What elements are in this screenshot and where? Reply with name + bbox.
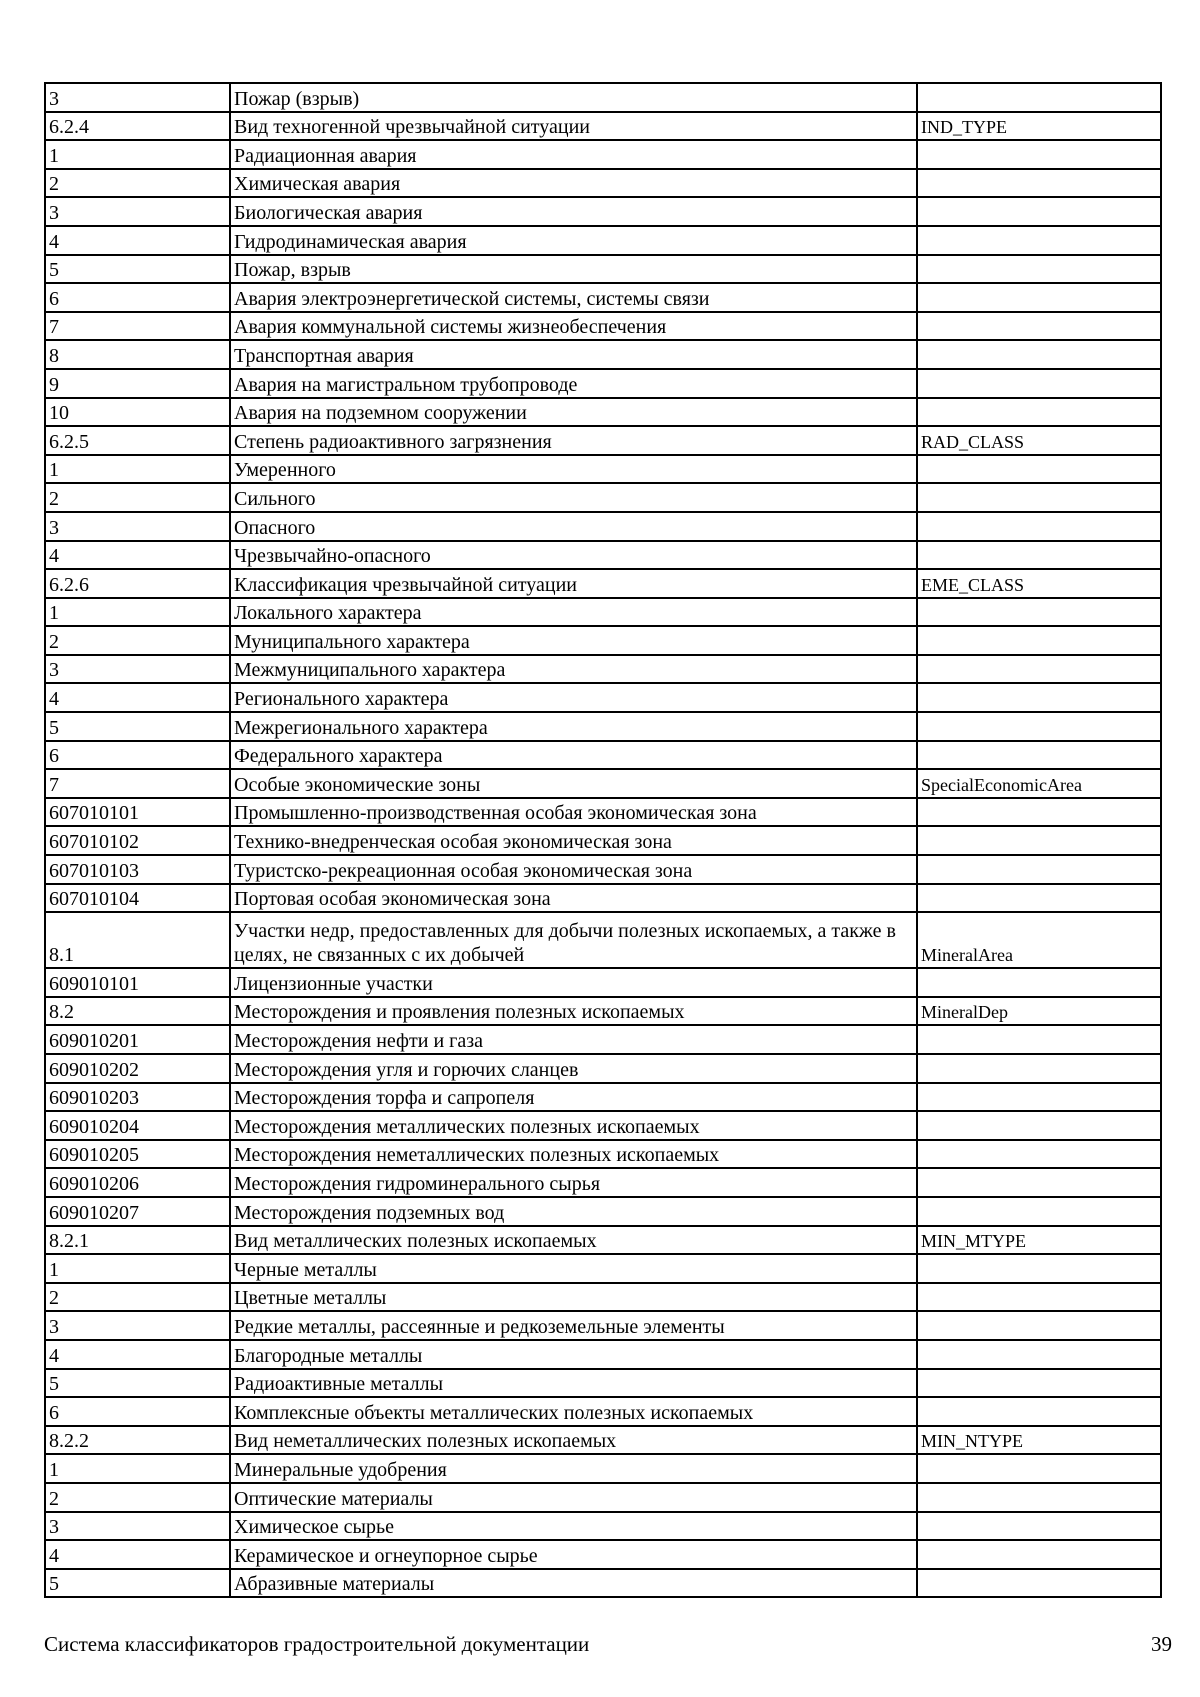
name-cell: Авария электроэнергетической системы, системы связи [230, 283, 917, 312]
code-cell: 2 [45, 1483, 230, 1512]
name-cell: Пожар, взрыв [230, 255, 917, 284]
code-cell: 7 [45, 312, 230, 341]
code-cell: 1 [45, 140, 230, 169]
table-row [45, 140, 1161, 169]
code-cell: 8.1 [45, 912, 230, 968]
table-row [45, 741, 1161, 770]
name-cell: Биологическая авария [230, 197, 917, 226]
code-cell: 6.2.4 [45, 112, 230, 141]
code-cell: 607010102 [45, 826, 230, 855]
classifier-table-body [45, 83, 1161, 1597]
code-cell: 607010104 [45, 884, 230, 913]
name-cell: Пожар (взрыв) [230, 83, 917, 112]
table-row [45, 1283, 1161, 1312]
name-cell: Муниципального характера [230, 626, 917, 655]
attribute-cell [917, 541, 1161, 570]
name-cell: Химическая авария [230, 169, 917, 198]
name-cell: Авария коммунальной системы жизнеобеспечения [230, 312, 917, 341]
code-cell: 3 [45, 512, 230, 541]
code-cell: 1 [45, 1254, 230, 1283]
name-cell: Авария на магистральном трубопроводе [230, 369, 917, 398]
code-cell: 609010207 [45, 1197, 230, 1226]
name-cell: Промышленно-производственная особая экономическая зона [230, 798, 917, 827]
name-cell: Локального характера [230, 598, 917, 627]
attribute-cell [917, 855, 1161, 884]
attribute-cell [917, 483, 1161, 512]
name-cell: Оптические материалы [230, 1483, 917, 1512]
attribute-cell [917, 1569, 1161, 1598]
table-row [45, 1454, 1161, 1483]
name-cell: Лицензионные участки [230, 968, 917, 997]
code-cell: 6.2.6 [45, 569, 230, 598]
table-row [45, 997, 1161, 1026]
code-cell: 609010201 [45, 1025, 230, 1054]
attribute-cell [917, 598, 1161, 627]
code-cell: 4 [45, 683, 230, 712]
table-row [45, 169, 1161, 198]
footer-title: Система классификаторов градостроительной документации [44, 1632, 590, 1656]
attribute-cell [917, 1083, 1161, 1112]
code-cell: 2 [45, 626, 230, 655]
code-cell: 7 [45, 769, 230, 798]
name-cell: Туристско-рекреационная особая экономическая зона [230, 855, 917, 884]
name-cell: Чрезвычайно-опасного [230, 541, 917, 570]
code-cell: 5 [45, 712, 230, 741]
attribute-cell [917, 968, 1161, 997]
table-row [45, 1054, 1161, 1083]
attribute-cell [917, 1397, 1161, 1426]
code-cell: 609010203 [45, 1083, 230, 1112]
attribute-cell [917, 255, 1161, 284]
attribute-cell [917, 1512, 1161, 1541]
name-cell: Гидродинамическая авария [230, 226, 917, 255]
table-row [45, 83, 1161, 112]
code-cell: 8.2 [45, 997, 230, 1026]
table-row [45, 283, 1161, 312]
table-row [45, 455, 1161, 484]
attribute-cell [917, 741, 1161, 770]
name-cell: Вид металлических полезных ископаемых [230, 1226, 917, 1255]
table-row [45, 912, 1161, 968]
attribute-cell [917, 798, 1161, 827]
name-cell: Технико-внедренческая особая экономическая зона [230, 826, 917, 855]
code-cell: 8.2.2 [45, 1426, 230, 1455]
name-cell: Вид техногенной чрезвычайной ситуации [230, 112, 917, 141]
table-row [45, 1483, 1161, 1512]
attribute-cell: IND_TYPE [917, 112, 1161, 141]
name-cell: Месторождения нефти и газа [230, 1025, 917, 1054]
attribute-cell [917, 1454, 1161, 1483]
table-row [45, 426, 1161, 455]
table-row [45, 541, 1161, 570]
code-cell: 5 [45, 1569, 230, 1598]
name-cell: Редкие металлы, рассеянные и редкоземельные элементы [230, 1311, 917, 1340]
table-row [45, 1512, 1161, 1541]
name-cell: Месторождения и проявления полезных ископаемых [230, 997, 917, 1026]
code-cell: 609010206 [45, 1168, 230, 1197]
code-cell: 6 [45, 741, 230, 770]
attribute-cell: EME_CLASS [917, 569, 1161, 598]
code-cell: 609010204 [45, 1111, 230, 1140]
table-row [45, 1025, 1161, 1054]
name-cell: Регионального характера [230, 683, 917, 712]
name-cell: Цветные металлы [230, 1283, 917, 1312]
code-cell: 2 [45, 169, 230, 198]
table-row [45, 598, 1161, 627]
name-cell: Особые экономические зоны [230, 769, 917, 798]
name-cell: Месторождения неметаллических полезных ископаемых [230, 1140, 917, 1169]
table-row [45, 1426, 1161, 1455]
classifier-table [44, 82, 1162, 1598]
name-cell: Месторождения подземных вод [230, 1197, 917, 1226]
attribute-cell: SpecialEconomicArea [917, 769, 1161, 798]
name-cell: Радиационная авария [230, 140, 917, 169]
code-cell: 8 [45, 340, 230, 369]
code-cell: 10 [45, 398, 230, 427]
code-cell: 609010205 [45, 1140, 230, 1169]
attribute-cell [917, 140, 1161, 169]
attribute-cell [917, 1025, 1161, 1054]
table-row [45, 1197, 1161, 1226]
name-cell: Опасного [230, 512, 917, 541]
attribute-cell [917, 512, 1161, 541]
table-row [45, 798, 1161, 827]
table-row [45, 626, 1161, 655]
table-row [45, 312, 1161, 341]
code-cell: 607010103 [45, 855, 230, 884]
attribute-cell [917, 83, 1161, 112]
code-cell: 6.2.5 [45, 426, 230, 455]
code-cell: 4 [45, 226, 230, 255]
name-cell: Умеренного [230, 455, 917, 484]
code-cell: 8.2.1 [45, 1226, 230, 1255]
name-cell: Участки недр, предоставленных для добычи полезных ископаемых, а также в целях, не связанных с их добычей [230, 912, 917, 968]
name-cell: Комплексные объекты металлических полезных ископаемых [230, 1397, 917, 1426]
name-cell: Федерального характера [230, 741, 917, 770]
code-cell: 6 [45, 1397, 230, 1426]
code-cell: 1 [45, 1454, 230, 1483]
attribute-cell [917, 1483, 1161, 1512]
name-cell: Портовая особая экономическая зона [230, 884, 917, 913]
code-cell: 3 [45, 655, 230, 684]
table-row [45, 226, 1161, 255]
name-cell: Черные металлы [230, 1254, 917, 1283]
attribute-cell [917, 1254, 1161, 1283]
name-cell: Межрегионального характера [230, 712, 917, 741]
table-row [45, 483, 1161, 512]
code-cell: 4 [45, 1340, 230, 1369]
table-row [45, 1540, 1161, 1569]
table-row [45, 512, 1161, 541]
attribute-cell [917, 226, 1161, 255]
table-row [45, 197, 1161, 226]
table-row [45, 1083, 1161, 1112]
table-row [45, 655, 1161, 684]
name-cell: Благородные металлы [230, 1340, 917, 1369]
table-row [45, 1111, 1161, 1140]
table-row [45, 1226, 1161, 1255]
table-row [45, 340, 1161, 369]
attribute-cell [917, 398, 1161, 427]
name-cell: Классификация чрезвычайной ситуации [230, 569, 917, 598]
code-cell: 1 [45, 455, 230, 484]
table-row [45, 683, 1161, 712]
table-row [45, 884, 1161, 913]
name-cell: Месторождения металлических полезных ископаемых [230, 1111, 917, 1140]
attribute-cell [917, 1340, 1161, 1369]
name-cell: Степень радиоактивного загрязнения [230, 426, 917, 455]
name-cell: Авария на подземном сооружении [230, 398, 917, 427]
table-row [45, 1254, 1161, 1283]
name-cell: Химическое сырье [230, 1512, 917, 1541]
attribute-cell: MineralDep [917, 997, 1161, 1026]
code-cell: 609010202 [45, 1054, 230, 1083]
attribute-cell [917, 683, 1161, 712]
code-cell: 9 [45, 369, 230, 398]
code-cell: 3 [45, 1512, 230, 1541]
name-cell: Минеральные удобрения [230, 1454, 917, 1483]
table-row [45, 769, 1161, 798]
attribute-cell [917, 1283, 1161, 1312]
name-cell: Месторождения торфа и сапропеля [230, 1083, 917, 1112]
table-row [45, 369, 1161, 398]
attribute-cell: MIN_MTYPE [917, 1226, 1161, 1255]
attribute-cell: MIN_NTYPE [917, 1426, 1161, 1455]
name-cell: Сильного [230, 483, 917, 512]
name-cell: Месторождения угля и горючих сланцев [230, 1054, 917, 1083]
code-cell: 3 [45, 197, 230, 226]
attribute-cell [917, 197, 1161, 226]
attribute-cell: MineralArea [917, 912, 1161, 968]
name-cell: Керамическое и огнеупорное сырье [230, 1540, 917, 1569]
table-row [45, 1369, 1161, 1398]
attribute-cell [917, 655, 1161, 684]
code-cell: 1 [45, 598, 230, 627]
code-cell: 6 [45, 283, 230, 312]
attribute-cell [917, 1168, 1161, 1197]
table-row [45, 968, 1161, 997]
attribute-cell [917, 1140, 1161, 1169]
table-row [45, 1569, 1161, 1598]
code-cell: 4 [45, 1540, 230, 1569]
attribute-cell [917, 369, 1161, 398]
name-cell: Радиоактивные металлы [230, 1369, 917, 1398]
code-cell: 5 [45, 1369, 230, 1398]
attribute-cell [917, 1369, 1161, 1398]
table-row [45, 1397, 1161, 1426]
code-cell: 607010101 [45, 798, 230, 827]
attribute-cell [917, 626, 1161, 655]
name-cell: Вид неметаллических полезных ископаемых [230, 1426, 917, 1455]
table-row [45, 826, 1161, 855]
code-cell: 3 [45, 83, 230, 112]
attribute-cell [917, 169, 1161, 198]
page-number: 39 [1151, 1632, 1172, 1656]
table-row [45, 712, 1161, 741]
attribute-cell: RAD_CLASS [917, 426, 1161, 455]
attribute-cell [917, 1197, 1161, 1226]
table-row [45, 1168, 1161, 1197]
name-cell: Межмуниципального характера [230, 655, 917, 684]
code-cell: 2 [45, 483, 230, 512]
code-cell: 4 [45, 541, 230, 570]
attribute-cell [917, 312, 1161, 341]
code-cell: 609010101 [45, 968, 230, 997]
table-row [45, 398, 1161, 427]
attribute-cell [917, 340, 1161, 369]
attribute-cell [917, 826, 1161, 855]
table-row [45, 1140, 1161, 1169]
table-row [45, 569, 1161, 598]
code-cell: 3 [45, 1311, 230, 1340]
attribute-cell [917, 1311, 1161, 1340]
table-row [45, 855, 1161, 884]
name-cell: Транспортная авария [230, 340, 917, 369]
attribute-cell [917, 1054, 1161, 1083]
code-cell: 5 [45, 255, 230, 284]
attribute-cell [917, 1111, 1161, 1140]
attribute-cell [917, 884, 1161, 913]
name-cell: Абразивные материалы [230, 1569, 917, 1598]
attribute-cell [917, 283, 1161, 312]
name-cell: Месторождения гидроминерального сырья [230, 1168, 917, 1197]
attribute-cell [917, 455, 1161, 484]
table-row [45, 112, 1161, 141]
table-row [45, 255, 1161, 284]
table-row [45, 1340, 1161, 1369]
code-cell: 2 [45, 1283, 230, 1312]
attribute-cell [917, 712, 1161, 741]
attribute-cell [917, 1540, 1161, 1569]
table-row [45, 1311, 1161, 1340]
